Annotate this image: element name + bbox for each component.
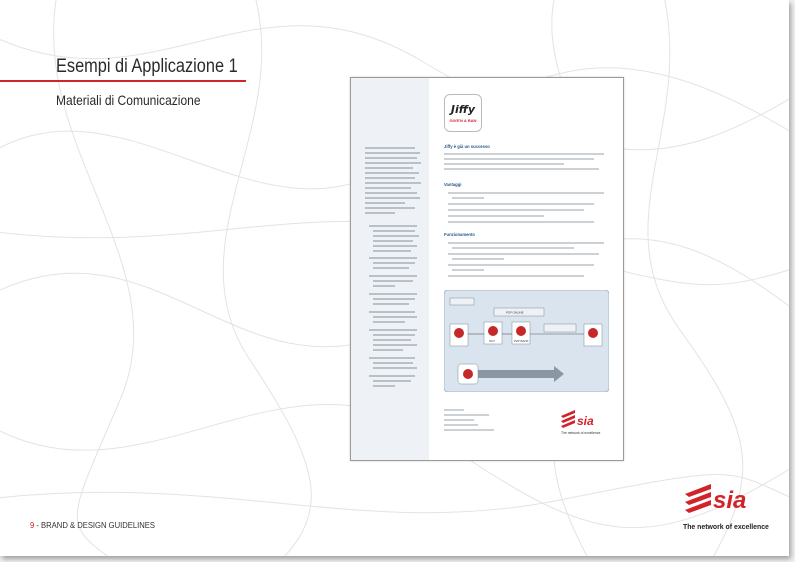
footer-label: - BRAND & DESIGN GUIDELINES <box>34 520 155 530</box>
address-block-lines <box>444 408 504 438</box>
jiffy-app-icon <box>444 94 482 132</box>
left-column-text-lines <box>365 146 425 396</box>
svg-text:sia: sia <box>577 414 594 428</box>
section-heading-success: Jiffy è già un successo <box>444 144 490 149</box>
page-subtitle: Materiali di Comunicazione <box>56 92 201 108</box>
success-text-lines <box>444 152 609 182</box>
sia-mini-tagline: The network of excellence <box>561 431 601 435</box>
section-heading-operation: Funzionamento <box>444 232 475 237</box>
sia-tagline: The network of excellence <box>683 522 769 531</box>
page-number: 9 <box>30 520 35 530</box>
jiffy-flow-diagram <box>444 290 609 392</box>
document-preview <box>350 77 624 461</box>
advantages-list-lines <box>444 190 609 234</box>
page-footer <box>30 520 155 530</box>
sia-wordmark: sia <box>713 487 747 514</box>
page-title: Esempi di Applicazione 1 <box>56 56 238 77</box>
sia-logo-mark <box>683 480 773 520</box>
operation-list-lines <box>444 240 609 288</box>
sia-logo <box>683 480 773 535</box>
sia-mini-logo <box>559 408 609 438</box>
jiffy-wordmark: Jiffy <box>450 103 476 116</box>
jiffy-tag: GIVE'N A RAN <box>449 118 477 123</box>
diagram-label-p2p-online: P2P ONLINE <box>506 310 524 315</box>
diagram-label-sct: SCT <box>489 339 495 343</box>
title-underline <box>0 80 246 82</box>
section-heading-advantages: Vantaggi <box>444 182 462 187</box>
diagram-label-p2p-bank: P2P BANK <box>514 339 529 343</box>
